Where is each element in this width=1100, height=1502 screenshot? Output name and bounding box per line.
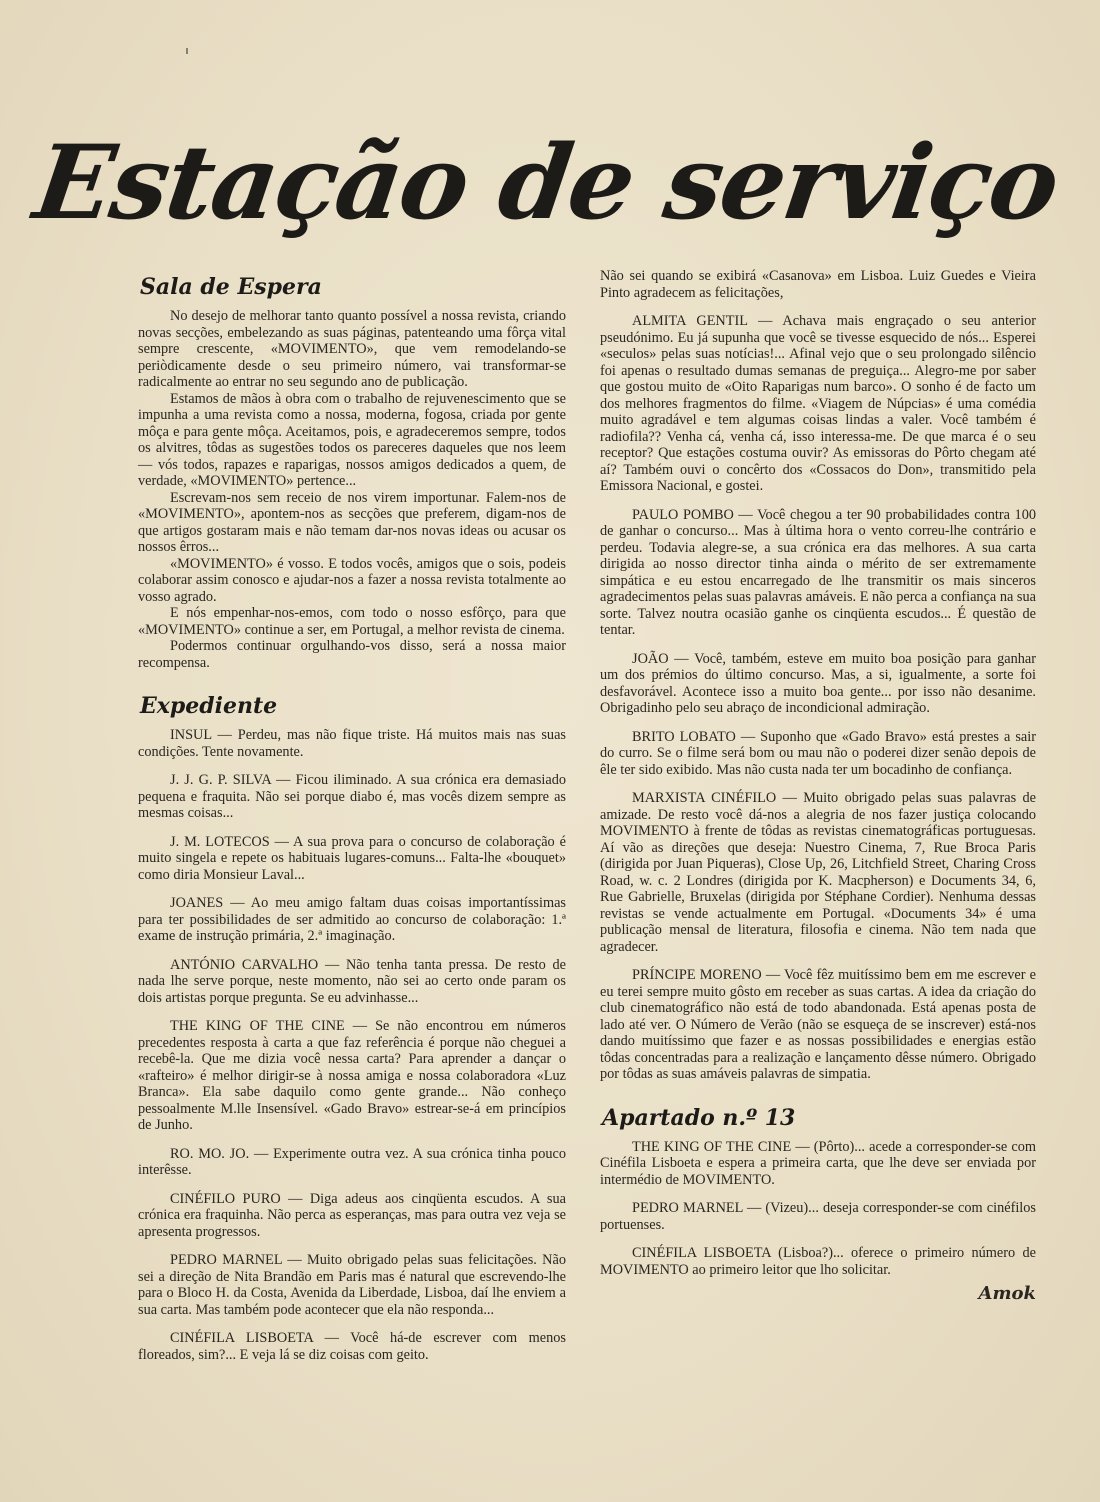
reply-paragraph: PEDRO MARNEL — Muito obrigado pelas suas felicitações. Não sei a direção de Nita Brandão em Paris mas é natural que escrevendo-lhe para o Bloco H. da Costa, Avenida da Liberdade, Lisboa, daí lhe enviem a sua carta. Mas também pode acontecer que ela não responda... [138,1252,566,1318]
section-heading-expediente: Expediente [140,693,278,719]
correspondence-paragraph: CINÉFILA LISBOETA (Lisboa?)... oferece o primeiro número de MOVIMENTO ao primeiro leitor que lho solicitar. [600,1245,1036,1278]
reply-paragraph: PRÍNCIPE MORENO — Você fêz muitíssimo bem em me escrever e eu terei sempre muito gôsto em receber as suas cartas. A idea da criação do club cinematográfico não está de todo abandonada. Está apenas posta de lado até ver. O Número de Verão (não se esqueça de se inscrever) está-nos dando muitíssimo que fazer e as nossas possibilidades e energias estão tôdas concentradas para a realização e lançamento dêsse número. Obrigado por tôdas as suas amáveis palavras de simpatia. [600,967,1036,1082]
section-heading-sala-de-espera: Sala de Espera [140,274,322,300]
reply-paragraph: J. J. G. P. SILVA — Ficou iliminado. A sua crónica era demasiado pequena e fraquita. Não sei porque diabo é, mas vocês dizem sempre as mesmas coisas... [138,772,566,821]
paragraph: Estamos de mãos à obra com o trabalho de rejuvenescimento que se impunha a uma revista como a nossa, moderna, fogosa, criada por gente môça e para gente môça. Aceitamos, pois, e agradeceremos sempre, todos os alvitres, tôdas as sugestões todos os pareceres daqueles que nos leem — vós todos, rapazes e raparigas, nossos amigos dedicados a quem, de verdade, «MOVIMENTO» pertence... [138,390,566,489]
right-column [600,268,1036,1303]
correspondence-paragraph: THE KING OF THE CINE — (Pôrto)... acede a corresponder-se com Cinéfila Lisboeta e espera a primeira carta, que lhe deve ser enviada por intermédio de MOVIMENTO. [600,1138,1036,1188]
reply-paragraph: BRITO LOBATO — Suponho que «Gado Bravo» está prestes a sair do curro. Se o filme será bom ou mau não o poderei dizer senão depois de êle ter sido exibido. Mas não custa nada ter um bocadinho de confiança. [600,728,1036,778]
reply-paragraph: JOÃO — Você, também, esteve em muito boa posição para ganhar um dos prémios do último concurso. Mas, a si, igualmente, a sorte foi desfavorável. Acontece isso a muito boa gente... por isso não desanime. Obrigadinho pelo seu abraço de incondicional admiração. [600,650,1036,716]
reply-paragraph: THE KING OF THE CINE — Se não encontrou em números precedentes resposta à carta a que faz referência é porque não cheguei a recebê-la. Que me dizia você nessa carta? Para aprender a dançar o «rafteiro» é melhor dirigir-se à nossa amiga e nossa colaboradora «Luz Branca». Ela sabe daquilo como gente grande... Não conheço pessoalmente M.lle Insensível. «Gado Bravo» estrear-se-á em princípios de Junho. [138,1018,566,1133]
paragraph: «MOVIMENTO» é vosso. E todos vocês, amigos que o sois, podeis colaborar assim conosco e ajudar-nos a fazer a nossa revista totalmente ao vosso agrado. [138,555,566,605]
left-column [138,268,566,1363]
reply-paragraph: INSUL — Perdeu, mas não fique triste. Há muitos mais nas suas condições. Tente novamente. [138,727,566,760]
reply-paragraph: ALMITA GENTIL — Achava mais engraçado o seu anterior pseudónimo. Eu já supunha que você se tivesse esquecido de nós... Esperei «seculos» pelas suas notícias!... Afinal vejo que o seu prolongado silêncio foi apenas o resultado dumas semanas de preguiça... Alegro-me por saber que gostou muito de «Oito Raparigas num barco». O sonho é de facto um dos melhores fragmentos do filme. «Viagem de Núpcias» é uma comédia muito agradável e tem algumas coisas lindas a valer. Você também é radiofila?? Venha cá, venha cá, isso interessa-me. De que marca é o seu receptor? Que estações costuma ouvir? As emissoras do Pôrto chegam até aí? Também ouvi o concêrto dos «Cossacos do Don», transmitido pela Emissora Nacional, e gostei. [600,313,1036,494]
paragraph: No desejo de melhorar tanto quanto possível a nossa revista, criando novas secções, embelezando as suas páginas, patenteando uma fôrça vital sempre crescente, «MOVIMENTO», que vem remodelando-se periòdicamente desde o seu primeiro número, vai transformar-se radicalmente ao entrar no seu segundo ano de publicação. [138,308,566,390]
reply-paragraph-continued: Não sei quando se exibirá «Casanova» em Lisboa. Luiz Guedes e Vieira Pinto agradecem as felicitações, [600,268,1036,301]
correspondence-paragraph: PEDRO MARNEL — (Vizeu)... deseja corresponder-se com cinéfilos portuenses. [600,1200,1036,1233]
section-heading-apartado: Apartado n.º 13 [602,1104,796,1131]
paragraph: Escrevam-nos sem receio de nos virem importunar. Falem-nos de «MOVIMENTO», apontem-nos as secções que preferem, digam-nos de que artigos gostaram mais e não temam dar-nos novas ideas ou acusar os nossos êrros... [138,489,566,555]
reply-paragraph: ANTÓNIO CARVALHO — Não tenha tanta pressa. De resto de nada lhe serve porque, neste momento, não sei ao certo onde param os dois artistas porque pregunta. Se eu advinhasse... [138,956,566,1006]
reply-paragraph: JOANES — Ao meu amigo faltam duas coisas importantíssimas para ter possibilidades de ser admitido ao concurso de colaboração: 1.ª exame de instrução primária, 2.ª imaginação. [138,895,566,944]
reply-paragraph: MARXISTA CINÉFILO — Muito obrigado pelas suas palavras de amizade. De resto você dá-nos a alegria de nos fazer justiça colocando MOVIMENTO à frente de tôdas as revistas cinematográficas portuguesas. Aí vão as direções que deseja: Nuestro Cinema, 7, Rue Broca Paris (dirigida por Juan Piqueras), Close Up, 26, Litchfield Street, Charing Cross Road, w. c. 2 Londres (dirigida por K. Macpherson) e Documents 34, 6, Rue Gabrielle, Bruxelas (dirigida por Stéphane Cordier). Nenhuma dessas revistas se vende actualmente em Portugal. «Documents 34» é uma publicação mensal de literatura, filosofia e cinema. Não tem nada que agradecer. [600,790,1036,955]
reply-paragraph: J. M. LOTECOS — A sua prova para o concurso de colaboração é muito singela e repete os habituais lugares-comuns... Falta-lhe «bouquet» como diria Monsieur Laval... [138,833,566,883]
reply-paragraph: PAULO POMBO — Você chegou a ter 90 probabilidades contra 100 de ganhar o concurso... Mas à última hora o vento correu-lhe contrário e perdeu. Todavia alegre-se, a sua crónica era das melhores. A sua carta dirigida ao nosso director tinha ainda o mérito de ser extremamente simpática e eu estou encarregado de lhe transmitir os mais sinceros agradecimentos pelas suas palavras amáveis. E não perca a confiança na sua sorte. Talvez noutra ocasião ganhe os cinqüenta escudos... É questão de tentar. [600,506,1036,638]
author-signature: Amok [978,1283,1036,1304]
paragraph: E nós empenhar-nos-emos, com todo o nosso esfôrço, para que «MOVIMENTO» continue a ser, em Portugal, a melhor revista de cinema. [138,605,566,638]
print-mark [186,48,188,54]
page-title: Estação de serviço [27,123,1065,243]
paragraph: Podermos continuar orgulhando-vos disso, será a nossa maior recompensa. [138,638,566,671]
reply-paragraph: CINÉFILA LISBOETA — Você há-de escrever com menos floreados, sim?... E veja lá se diz coisas com geito. [138,1330,566,1363]
reply-paragraph: CINÉFILO PURO — Diga adeus aos cinqüenta escudos. A sua crónica era fraquinha. Não perca as esperanças, mas para outra vez veja se apresenta progressos. [138,1190,566,1240]
reply-paragraph: RO. MO. JO. — Experimente outra vez. A sua crónica tinha pouco interêsse. [138,1145,566,1178]
